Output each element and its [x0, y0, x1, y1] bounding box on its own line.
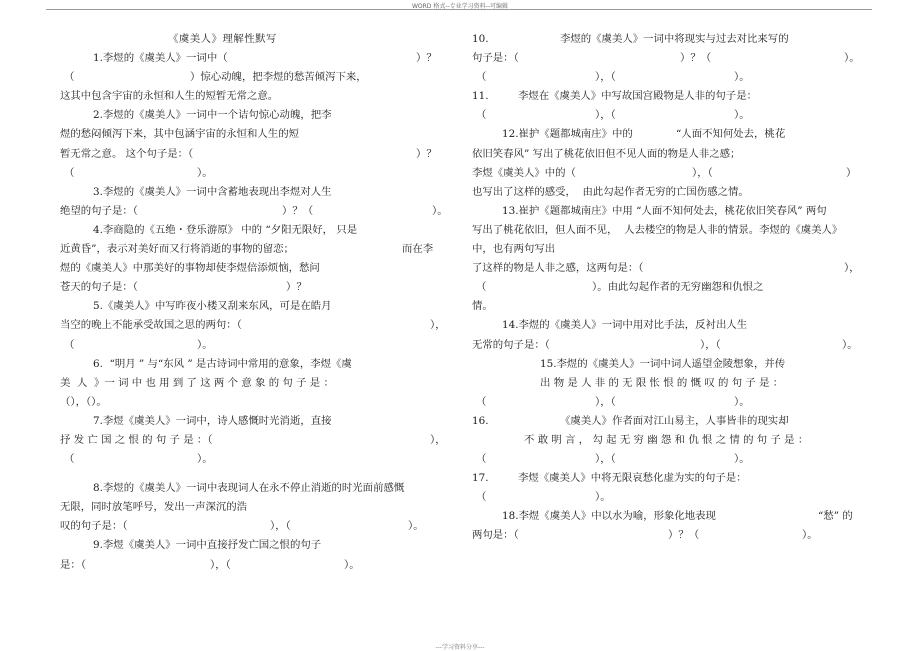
line-text: 煜的愁闷倾泻下来，其中包涵宇宙的永恒和人生的短 — [60, 128, 299, 141]
line-text: ）。 — [432, 204, 448, 217]
line-text: 这其中包含宇宙的永恒和人生的短暂无常之意。 — [60, 90, 279, 103]
line-text: 1.李煜的《虞美人》一词中（ — [93, 52, 228, 65]
question-line — [472, 259, 872, 278]
line-text: ）。 — [844, 52, 860, 65]
line-text: 12.崔护《题都城南庄》中的 — [502, 128, 633, 141]
line-text: 18.李煜《虞美人》中以水为喻，形象化地表现 — [502, 510, 716, 523]
question-line — [472, 393, 872, 412]
question-line — [60, 87, 458, 106]
question-line — [60, 374, 458, 393]
page-title — [60, 30, 458, 49]
line-text: 抒 发 亡 国 之 恨 的 句 子 是 ：（ — [60, 433, 213, 446]
line-text: 情。 — [472, 300, 493, 313]
line-text: ）。 — [734, 109, 750, 122]
line-text: 叹的句子是：（ — [60, 520, 128, 533]
line-text: 17. — [472, 472, 489, 485]
line-text: 李煜《虞美人》中的（ — [472, 166, 576, 179]
question-line — [60, 49, 458, 68]
question-line — [472, 297, 872, 316]
line-text: 9.李煜《虞美人》一词中直接抒发亡国之恨的句子 — [93, 539, 322, 552]
line-text: 3.李煜的《虞美人》一词中含蓄地表现出李煜对人生 — [93, 185, 332, 198]
question-line — [60, 240, 458, 259]
line-text: ）， — [430, 319, 446, 332]
line-text: 2.李煜的《虞美人》一词中一个诘句惊心动魄，把李 — [93, 109, 332, 122]
line-text: 苍天的句子是：（ — [60, 281, 138, 294]
line-text: （），（）。 — [60, 395, 107, 408]
question-line — [60, 412, 458, 431]
line-text: （ — [64, 453, 75, 466]
line-text: 绝望的句子是：（ — [60, 204, 138, 217]
question-line — [60, 355, 458, 374]
line-text: 4.李商隐的《五绝・登乐游原》 中的 “夕阳无限好， 只是 — [93, 223, 358, 236]
line-text: 13.崔护《题都城南庄》中用 “人面不知何处去，桃花依旧笑春风” 两句 — [502, 204, 827, 217]
line-text: 了这样的物是人非之感，这两句是：（ — [472, 262, 644, 275]
page-footer: ---学习资料分享--- — [435, 644, 485, 651]
line-text: 16. — [472, 414, 489, 427]
line-text: ）？ — [286, 281, 307, 294]
line-text: ）？（ — [668, 529, 700, 542]
line-text: ）， — [844, 262, 860, 275]
question-line — [472, 316, 872, 335]
line-text: ），（ — [210, 558, 231, 571]
question-line — [472, 125, 872, 144]
question-line — [472, 412, 872, 431]
question-line — [472, 164, 872, 183]
line-text: 而在李 — [402, 243, 434, 256]
line-text: 两句是：（ — [472, 529, 519, 542]
line-text: 10. — [472, 33, 489, 45]
line-text: 5.《虞美人》中写昨夜小楼又刮来东风，可是在皓月 — [93, 300, 332, 313]
line-text: ）？ — [416, 147, 437, 160]
header-rule — [46, 9, 872, 10]
line-text: ），（ — [700, 338, 721, 351]
line-text: ）。由此勾起作者的无穷幽怨和仇恨之 — [592, 281, 764, 294]
line-text: “人面不知何处去，桃花 — [676, 128, 786, 141]
line-text: 暂无常之意。 这个句子是：（ — [60, 147, 194, 160]
right-column — [472, 30, 872, 546]
question-line — [60, 498, 458, 517]
question-line — [60, 336, 458, 355]
question-line — [472, 431, 872, 450]
question-line — [472, 450, 872, 469]
question-line — [472, 355, 872, 374]
line-text: ）。 — [197, 453, 213, 466]
question-line — [472, 145, 872, 164]
spacer — [60, 469, 458, 479]
line-text: （ — [476, 395, 487, 408]
line-text: ）。 — [734, 395, 750, 408]
question-line — [472, 49, 872, 68]
question-line — [60, 125, 458, 144]
question-line — [60, 183, 458, 202]
question-line — [60, 221, 458, 240]
page-header: WORD 格式--专业学习资料--可编辑 — [411, 3, 508, 10]
line-text: 15.李煜的《虞美人》一词中词人遥望金陵想象，并传 — [540, 357, 786, 370]
question-line — [472, 202, 872, 221]
left-column — [60, 30, 458, 575]
question-line — [60, 297, 458, 316]
line-text: 李煜在《虞美人》中写故国宫殿物是人非的句子是： — [518, 90, 757, 103]
line-text: ）。 — [842, 338, 858, 351]
line-text: 14.李煜的《虞美人》一词中用对比手法，反衬出人生 — [502, 319, 748, 332]
line-text: 出 物 是 人 非 的 无 限 怅 恨 的 慨 叹 的 句 子 是 ： — [540, 376, 784, 389]
line-text: ）。 — [734, 453, 750, 466]
line-text: ），（ — [270, 520, 291, 533]
line-text: ）。 — [408, 520, 424, 533]
question-line — [60, 393, 458, 412]
line-text: ） — [846, 166, 857, 179]
line-text: 中，也有两句写出 — [472, 243, 556, 256]
line-text: ），（ — [595, 71, 616, 84]
question-line — [60, 316, 458, 335]
line-text: （ — [64, 166, 75, 179]
line-text: 当空的晚上不能承受故国之思的两句：（ — [60, 319, 242, 332]
line-text: 李煜《虞美人》中将无限哀愁化虚为实的句子是： — [518, 472, 747, 485]
question-line — [472, 68, 872, 87]
line-text: “愁” 的 — [818, 510, 853, 523]
question-line — [60, 202, 458, 221]
question-line — [60, 259, 458, 278]
line-text: 不 敢 明 言 ， 勾 起 无 穷 幽 怨 和 仇 恨 之 情 的 句 子 是 ： — [524, 433, 809, 446]
line-text: 也写出了这样的感受， 由此勾起作者无穷的亡国伤感之情。 — [472, 185, 749, 198]
line-text: 是：（ — [60, 558, 86, 571]
line-text: 11. — [472, 90, 489, 103]
line-text: （ — [476, 491, 487, 504]
line-text: ）？（ — [680, 52, 712, 65]
question-line — [472, 488, 872, 507]
question-line — [472, 183, 872, 202]
line-text: （ — [476, 109, 487, 122]
line-text: 8.李煜的《虞美人》一词中表现词人在永不停止消逝的时光面前感慨 — [93, 482, 405, 495]
line-text: 依旧笑春风” 写出了桃花依旧但不见人面的物是人非之感； — [472, 147, 741, 160]
line-text: （ — [476, 453, 487, 466]
line-text: 煜的《虞美人》中那美好的事物却使李煜倍添烦恼，愁问 — [60, 262, 320, 275]
line-text: 近黄昏”，表示对美好而又行将消逝的事物的留恋； — [60, 243, 294, 256]
line-text: ）？（ — [282, 204, 314, 217]
question-line — [60, 145, 458, 164]
question-line — [60, 517, 458, 536]
line-text: 6. “明月 ” 与“东风 ” 是古诗词中常用的意象，李煜《虞 — [93, 357, 352, 370]
question-line — [472, 106, 872, 125]
line-text: ），（ — [692, 166, 713, 179]
line-text: ）。 — [595, 491, 611, 504]
question-line — [472, 526, 872, 545]
line-text: 无限，同时放笔呼号，发出一声深沉的浩 — [60, 501, 248, 514]
question-line — [60, 536, 458, 555]
line-text: ）。 — [802, 529, 818, 542]
line-text: ）。 — [197, 166, 213, 179]
line-text: 无常的句子是：（ — [472, 338, 550, 351]
question-line — [60, 68, 458, 87]
line-text: 《虞美人》理解性默写 — [168, 33, 277, 45]
line-text: ）， — [430, 433, 446, 446]
question-line — [472, 30, 872, 49]
line-text: 《虞美人》作者面对江山易主，人事皆非的现实却 — [560, 414, 789, 427]
line-text: 写出了桃花依旧，但人面不见， 人去楼空的物是人非的情景。李煜的《虞美人》 — [472, 223, 843, 236]
line-text: 7.李煜《虞美人》一词中，诗人感慨时光消逝，直接 — [93, 414, 332, 427]
question-line — [60, 431, 458, 450]
line-text: ）。 — [734, 71, 750, 84]
line-text: ）惊心动魄，把李煜的愁苦倾泻下来， — [190, 71, 367, 84]
question-line — [60, 556, 458, 575]
line-text: ），（ — [595, 109, 616, 122]
line-text: （ — [64, 338, 75, 351]
question-line — [60, 106, 458, 125]
question-line — [472, 240, 872, 259]
line-text: ）？ — [416, 52, 437, 65]
line-text: 李煜的《虞美人》一词中将现实与过去对比来写的 — [560, 33, 789, 45]
line-text: ），（ — [595, 453, 616, 466]
line-text: （ — [476, 71, 487, 84]
line-text: 美 人 》一 词 中 也 用 到 了 这 两 个 意 象 的 句 子 是 ： — [60, 376, 334, 389]
question-line — [472, 87, 872, 106]
question-line — [60, 479, 458, 498]
question-line — [60, 450, 458, 469]
question-line — [472, 469, 872, 488]
question-line — [472, 374, 872, 393]
question-line — [60, 278, 458, 297]
line-text: （ — [476, 281, 487, 294]
question-line — [60, 164, 458, 183]
line-text: （ — [64, 71, 75, 84]
line-text: ）。 — [344, 558, 360, 571]
line-text: ），（ — [595, 395, 616, 408]
line-text: ）。 — [197, 338, 213, 351]
line-text: 句子是：（ — [472, 52, 519, 65]
question-line — [472, 278, 872, 297]
question-line — [472, 507, 872, 526]
question-line — [472, 221, 872, 240]
question-line — [472, 336, 872, 355]
